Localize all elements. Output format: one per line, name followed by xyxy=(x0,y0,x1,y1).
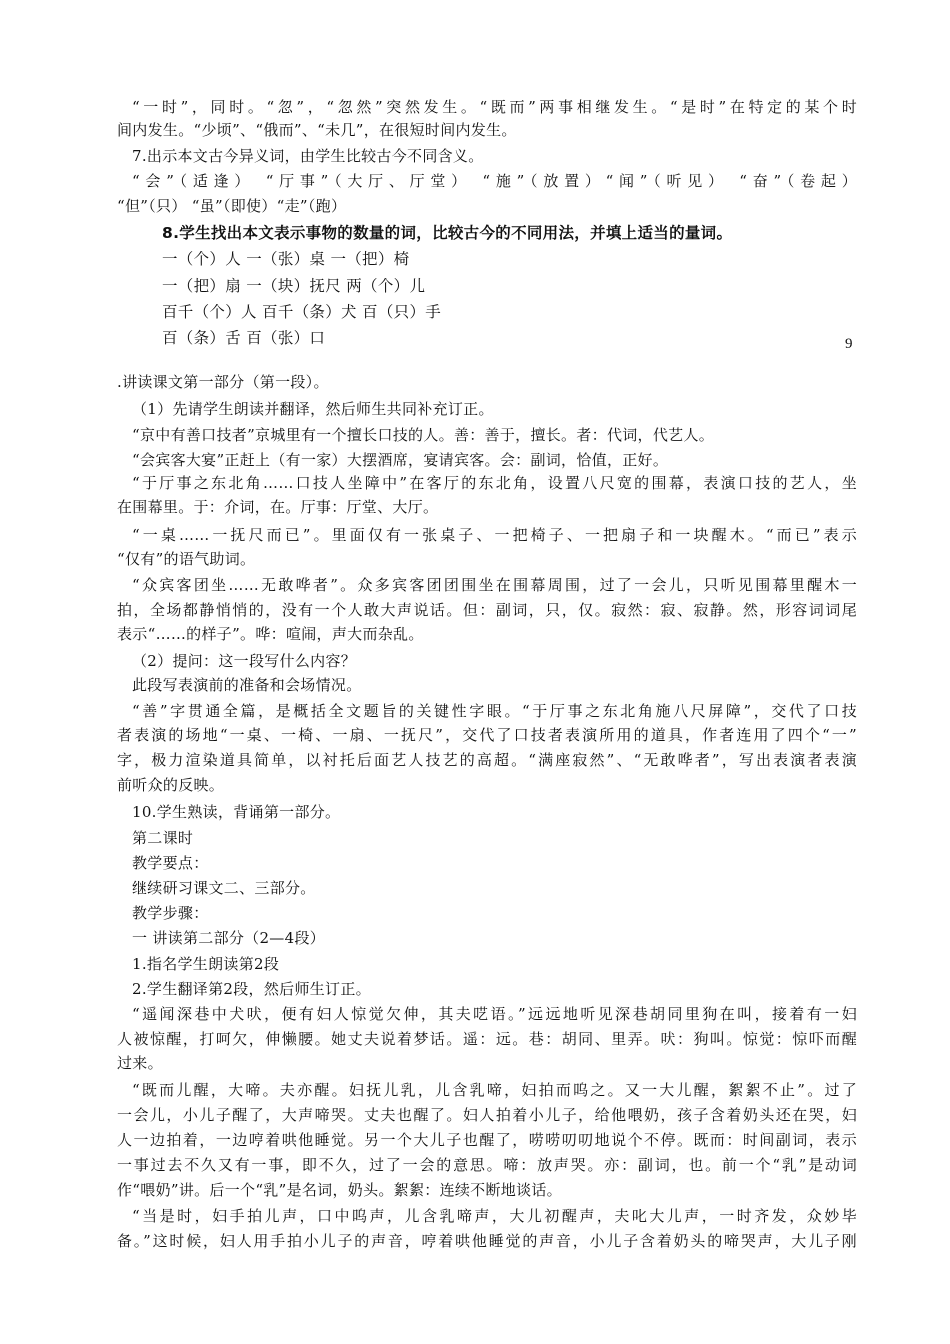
text-line: 教学步骤： xyxy=(132,904,209,922)
measure-word-row: 百千（个）人 百千（条）犬 百（只）手 xyxy=(162,303,442,321)
text-line: “仅有”的语气助词。 xyxy=(117,550,256,568)
page-number: 9 xyxy=(845,336,853,352)
text-line: 教学要点： xyxy=(132,854,209,872)
text-line: “但”（只） “虽”（即使）“走”（跑） xyxy=(117,197,347,215)
text-line: 字，极力渲染道具简单，以衬托后面艺人技艺的高超。“满座寂然”、“无敢哗者”，写出表演者表演 xyxy=(117,751,857,769)
text-line: “众宾客团坐……无敢哗者”。众多宾客团团围坐在围幕周围，过了一会儿，只听见围幕里醒木一 xyxy=(132,576,857,594)
text-line: 人被惊醒，打呵欠，伸懒腰。她丈夫说着梦话。遥：远。巷：胡同、里弄。吠：狗叫。惊觉：惊吓而醒 xyxy=(117,1030,857,1048)
text-line: 备。”这时候，妇人用手拍小儿子的声音，哼着哄他睡觉的声音，小儿子含着奶头的啼哭声，大儿子刚 xyxy=(117,1232,857,1250)
text-line: “于厅事之东北角……口技人坐障中”在客厅的东北角，设置八尺宽的围幕，表演口技的艺人，坐 xyxy=(132,474,857,492)
text-line: 此段写表演前的准备和会场情况。 xyxy=(132,676,362,694)
measure-word-row: 一（把）扇 一（块）抚尺 两（个）儿 xyxy=(162,277,426,295)
text-line: 一 讲读第二部分（2—4段） xyxy=(132,929,326,947)
text-line: “会”（适逢） “厅事”（大厅、厅堂） “施”（放置）“闻”（听见） “奋”（卷起） xyxy=(132,172,857,190)
text-line: 作“喂奶”讲。后一个“乳”是名词，奶头。絮絮：连续不断地谈话。 xyxy=(117,1181,562,1199)
measure-word-row: 一（个）人 一（张）桌 一（把）椅 xyxy=(162,250,410,268)
text-line: 一会儿，小儿子醒了，大声啼哭。丈夫也醒了。妇人拍着小儿子，给他喂奶，孩子含着奶头还在哭，妇 xyxy=(117,1106,857,1124)
text-line: “京中有善口技者”京城里有一个擅长口技的人。善：善于，擅长。者：代词，代艺人。 xyxy=(132,426,715,444)
text-line: “会宾客大宴”正赶上（有一家）大摆酒席，宴请宾客。会：副词，恰值，正好。 xyxy=(132,451,669,469)
text-line: 2.学生翻译第2段，然后师生订正。 xyxy=(132,980,371,998)
text-line: 者表演的场地“一桌、一椅、一扇、一抚尺”，交代了口技者表演所用的道具，作者连用了四个“一” xyxy=(117,726,857,744)
section-heading: 8.学生找出本文表示事物的数量的词，比较古今的不同用法，并填上适当的量词。 xyxy=(162,224,733,242)
text-line: 第二课时 xyxy=(132,829,194,847)
text-line: 间内发生。“少顷”、“俄而”、“未几”，在很短时间内发生。 xyxy=(117,121,517,139)
text-line: 一事过去不久又有一事，即不久，过了一会的意思。啼：放声哭。亦：副词，也。前一个“乳”是动词 xyxy=(117,1156,857,1174)
text-line: .讲读课文第一部分（第一段）。 xyxy=(117,373,329,391)
text-line: “遥闻深巷中犬吠，便有妇人惊觉欠伸，其夫呓语。”远远地听见深巷胡同里狗在叫，接着有一妇 xyxy=(132,1005,857,1023)
measure-word-row: 百（条）舌 百（张）口 xyxy=(162,329,326,347)
text-line: “一桌……一抚尺而已”。里面仅有一张桌子、一把椅子、一把扇子和一块醒木。“而已”表示 xyxy=(132,526,857,544)
text-line: 10.学生熟读，背诵第一部分。 xyxy=(132,803,341,821)
text-line: （2）提问：这一段写什么内容？ xyxy=(132,652,357,670)
text-line: 过来。 xyxy=(117,1054,163,1072)
text-line: “既而儿醒，大啼。夫亦醒。妇抚儿乳，儿含乳啼，妇拍而呜之。又一大儿醒，絮絮不止”。过了 xyxy=(132,1081,857,1099)
text-line: （1）先请学生朗读并翻译，然后师生共同补充订正。 xyxy=(132,400,494,418)
text-line: 继续研习课文二、三部分。 xyxy=(132,879,316,897)
text-line: 人一边拍着，一边哼着哄他睡觉。另一个大儿子也醒了，唠唠叨叨地说个不停。既而：时间副词，表示 xyxy=(117,1131,857,1149)
text-line: 1.指名学生朗读第2段 xyxy=(132,955,280,973)
text-line: “一时”，同时。“忽”，“忽然”突然发生。“既而”两事相继发生。“是时”在特定的某个时 xyxy=(132,98,857,116)
text-line: 表示“……的样子”。哗：喧闹，声大而杂乱。 xyxy=(117,625,424,643)
text-line: 前听众的反映。 xyxy=(117,776,225,794)
text-line: 在围幕里。于：介词，在。厅事：厅堂、大厅。 xyxy=(117,498,439,516)
text-line: 拍，全场都静悄悄的，没有一个人敢大声说话。但：副词，只，仅。寂然：寂、寂静。然，形容词词尾 xyxy=(117,601,857,619)
text-line: “当是时，妇手拍儿声，口中呜声，儿含乳啼声，大儿初醒声，夫叱大儿声，一时齐发，众妙毕 xyxy=(132,1207,857,1225)
text-line: 7.出示本文古今异义词，由学生比较古今不同含义。 xyxy=(132,147,484,165)
text-line: “善”字贯通全篇，是概括全文题旨的关键性字眼。“于厅事之东北角施八尺屏障”，交代了口技 xyxy=(132,702,857,720)
